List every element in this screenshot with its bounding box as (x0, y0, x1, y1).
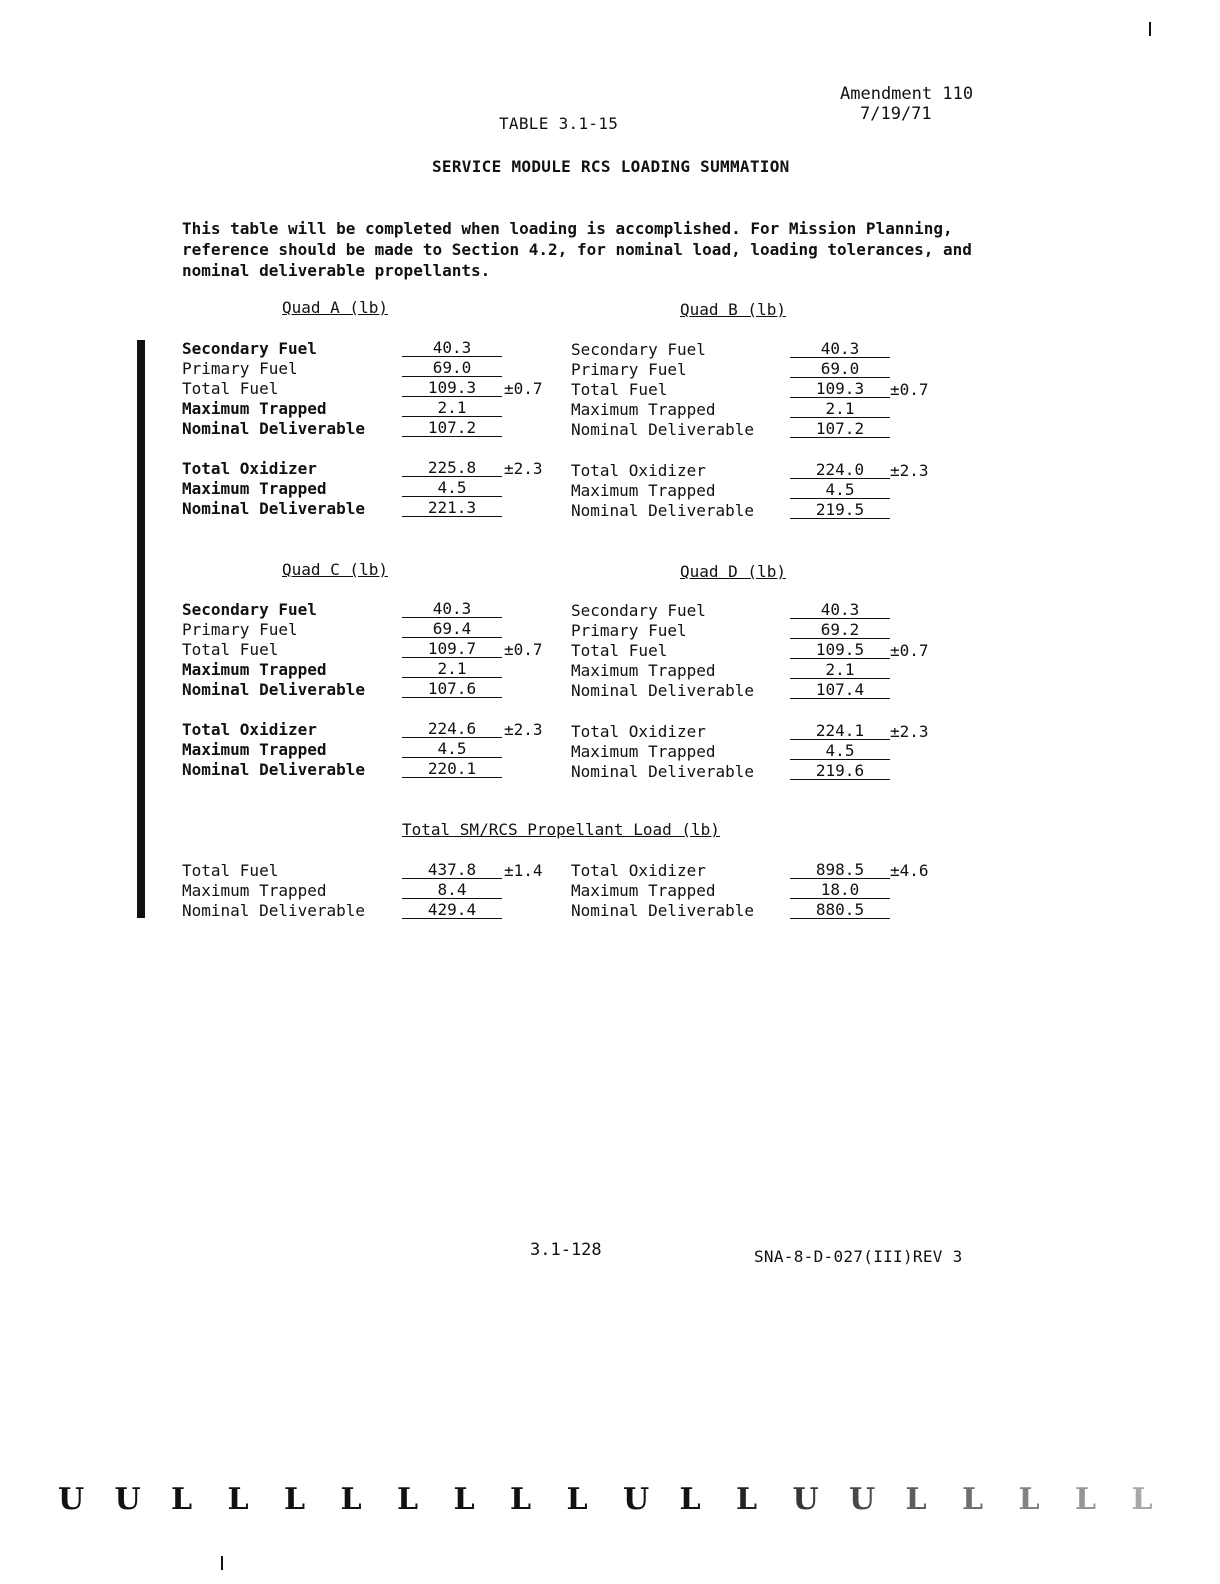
row-tolerance: ±2.3 (890, 461, 929, 480)
document-id: SNA-8-D-027(III)REV 3 (754, 1247, 963, 1266)
scan-mark (221, 1556, 223, 1570)
row-label: Total Oxidizer (182, 459, 317, 478)
row-tolerance: ±0.7 (504, 379, 543, 398)
row-label: Nominal Deliverable (182, 680, 366, 699)
row-label: Primary Fuel (571, 360, 687, 379)
row-value: 2.1 (790, 661, 890, 679)
row-label: Maximum Trapped (571, 481, 716, 500)
row-label: Total Oxidizer (571, 722, 706, 741)
row-value: 224.0 (790, 461, 890, 479)
filmstrip-glyph: U (58, 1482, 85, 1517)
total-row-label: Maximum Trapped (571, 881, 716, 900)
filmstrip-glyph: L (679, 1482, 701, 1517)
total-title: Total SM/RCS Propellant Load (lb) (402, 820, 720, 839)
total-row-label: Nominal Deliverable (182, 901, 366, 920)
row-value: 4.5 (402, 740, 502, 758)
total-row-value: 8.4 (402, 881, 502, 899)
filmstrip-glyph: L (227, 1482, 249, 1517)
row-tolerance: ±0.7 (890, 641, 929, 660)
intro-paragraph: This table will be completed when loading is accomplished. For Mission Planning, reference should be made to Section 4.2, for nominal load, loading tolerances, and nominal deliverable propellants. (182, 219, 972, 280)
total-row-label: Maximum Trapped (182, 881, 327, 900)
total-row-tolerance: ±1.4 (504, 861, 543, 880)
row-label: Total Oxidizer (571, 461, 706, 480)
filmstrip-glyph: U (623, 1482, 650, 1517)
row-value: 40.3 (402, 339, 502, 357)
scan-mark (1149, 22, 1151, 36)
row-label: Total Fuel (571, 641, 668, 660)
filmstrip-glyph: L (1075, 1482, 1097, 1517)
row-tolerance: ±0.7 (890, 380, 929, 399)
row-label: Nominal Deliverable (182, 419, 366, 438)
row-tolerance: ±2.3 (504, 459, 543, 478)
row-label: Nominal Deliverable (571, 681, 755, 700)
table-number: TABLE 3.1-15 (499, 114, 619, 133)
row-value: 109.5 (790, 641, 890, 659)
row-tolerance: ±0.7 (504, 640, 543, 659)
filmstrip-glyph: L (962, 1482, 984, 1517)
row-value: 69.2 (790, 621, 890, 639)
row-value: 40.3 (790, 601, 890, 619)
row-label: Maximum Trapped (571, 400, 716, 419)
filmstrip-glyph: U (114, 1482, 141, 1517)
filmstrip-glyph: L (1018, 1482, 1040, 1517)
total-row-value: 880.5 (790, 901, 890, 919)
quad-title: Quad B (lb) (680, 300, 786, 319)
row-value: 219.6 (790, 762, 890, 780)
filmstrip-glyph: L (510, 1482, 532, 1517)
change-bar (137, 340, 145, 918)
filmstrip-glyph: L (566, 1482, 588, 1517)
row-label: Secondary Fuel (571, 601, 706, 620)
row-label: Maximum Trapped (182, 660, 327, 679)
row-label: Maximum Trapped (571, 661, 716, 680)
row-label: Secondary Fuel (571, 340, 706, 359)
row-tolerance: ±2.3 (890, 722, 929, 741)
filmstrip-glyph: L (1131, 1482, 1153, 1517)
filmstrip-glyph: L (171, 1482, 193, 1517)
row-tolerance: ±2.3 (504, 720, 543, 739)
row-value: 224.1 (790, 722, 890, 740)
total-row-label: Total Fuel (182, 861, 279, 880)
row-value: 219.5 (790, 501, 890, 519)
row-label: Nominal Deliverable (571, 762, 755, 781)
filmstrip-glyph: L (453, 1482, 475, 1517)
row-value: 2.1 (402, 660, 502, 678)
row-value: 4.5 (790, 481, 890, 499)
amendment-date: 7/19/71 (860, 104, 932, 124)
row-value: 69.4 (402, 620, 502, 638)
quad-title: Quad D (lb) (680, 562, 786, 581)
row-value: 107.2 (790, 420, 890, 438)
filmstrip-glyph: U (792, 1482, 819, 1517)
filmstrip-glyph: L (340, 1482, 362, 1517)
row-label: Nominal Deliverable (182, 499, 366, 518)
row-value: 40.3 (402, 600, 502, 618)
row-value: 109.3 (402, 379, 502, 397)
row-label: Nominal Deliverable (571, 420, 755, 439)
row-value: 107.4 (790, 681, 890, 699)
row-value: 224.6 (402, 720, 502, 738)
total-row-value: 429.4 (402, 901, 502, 919)
row-label: Secondary Fuel (182, 339, 317, 358)
total-row-value: 898.5 (790, 861, 890, 879)
row-label: Nominal Deliverable (571, 501, 755, 520)
filmstrip-glyph: U (849, 1482, 876, 1517)
total-row-value: 18.0 (790, 881, 890, 899)
row-value: 4.5 (402, 479, 502, 497)
row-value: 221.3 (402, 499, 502, 517)
total-row-label: Nominal Deliverable (571, 901, 755, 920)
row-label: Total Oxidizer (182, 720, 317, 739)
row-value: 4.5 (790, 742, 890, 760)
quad-title: Quad A (lb) (282, 298, 388, 317)
page-number: 3.1-128 (530, 1240, 602, 1260)
row-value: 220.1 (402, 760, 502, 778)
filmstrip-glyph: L (397, 1482, 419, 1517)
row-value: 107.2 (402, 419, 502, 437)
filmstrip-glyph: L (284, 1482, 306, 1517)
amendment-label: Amendment 110 (840, 84, 974, 104)
row-label: Primary Fuel (571, 621, 687, 640)
filmstrip-glyph: L (905, 1482, 927, 1517)
row-label: Total Fuel (182, 379, 279, 398)
row-value: 2.1 (790, 400, 890, 418)
row-label: Secondary Fuel (182, 600, 317, 619)
row-value: 107.6 (402, 680, 502, 698)
row-label: Nominal Deliverable (182, 760, 366, 779)
row-label: Maximum Trapped (182, 740, 327, 759)
row-label: Primary Fuel (182, 359, 298, 378)
row-value: 40.3 (790, 340, 890, 358)
total-row-label: Total Oxidizer (571, 861, 706, 880)
filmstrip-glyph: L (736, 1482, 758, 1517)
row-value: 2.1 (402, 399, 502, 417)
row-value: 109.3 (790, 380, 890, 398)
row-value: 69.0 (790, 360, 890, 378)
table-title: SERVICE MODULE RCS LOADING SUMMATION (432, 157, 790, 176)
quad-title: Quad C (lb) (282, 560, 388, 579)
row-label: Primary Fuel (182, 620, 298, 639)
row-label: Maximum Trapped (571, 742, 716, 761)
row-value: 109.7 (402, 640, 502, 658)
row-label: Maximum Trapped (182, 479, 327, 498)
row-label: Total Fuel (571, 380, 668, 399)
row-value: 225.8 (402, 459, 502, 477)
total-row-value: 437.8 (402, 861, 502, 879)
row-value: 69.0 (402, 359, 502, 377)
total-row-tolerance: ±4.6 (890, 861, 929, 880)
row-label: Maximum Trapped (182, 399, 327, 418)
row-label: Total Fuel (182, 640, 279, 659)
